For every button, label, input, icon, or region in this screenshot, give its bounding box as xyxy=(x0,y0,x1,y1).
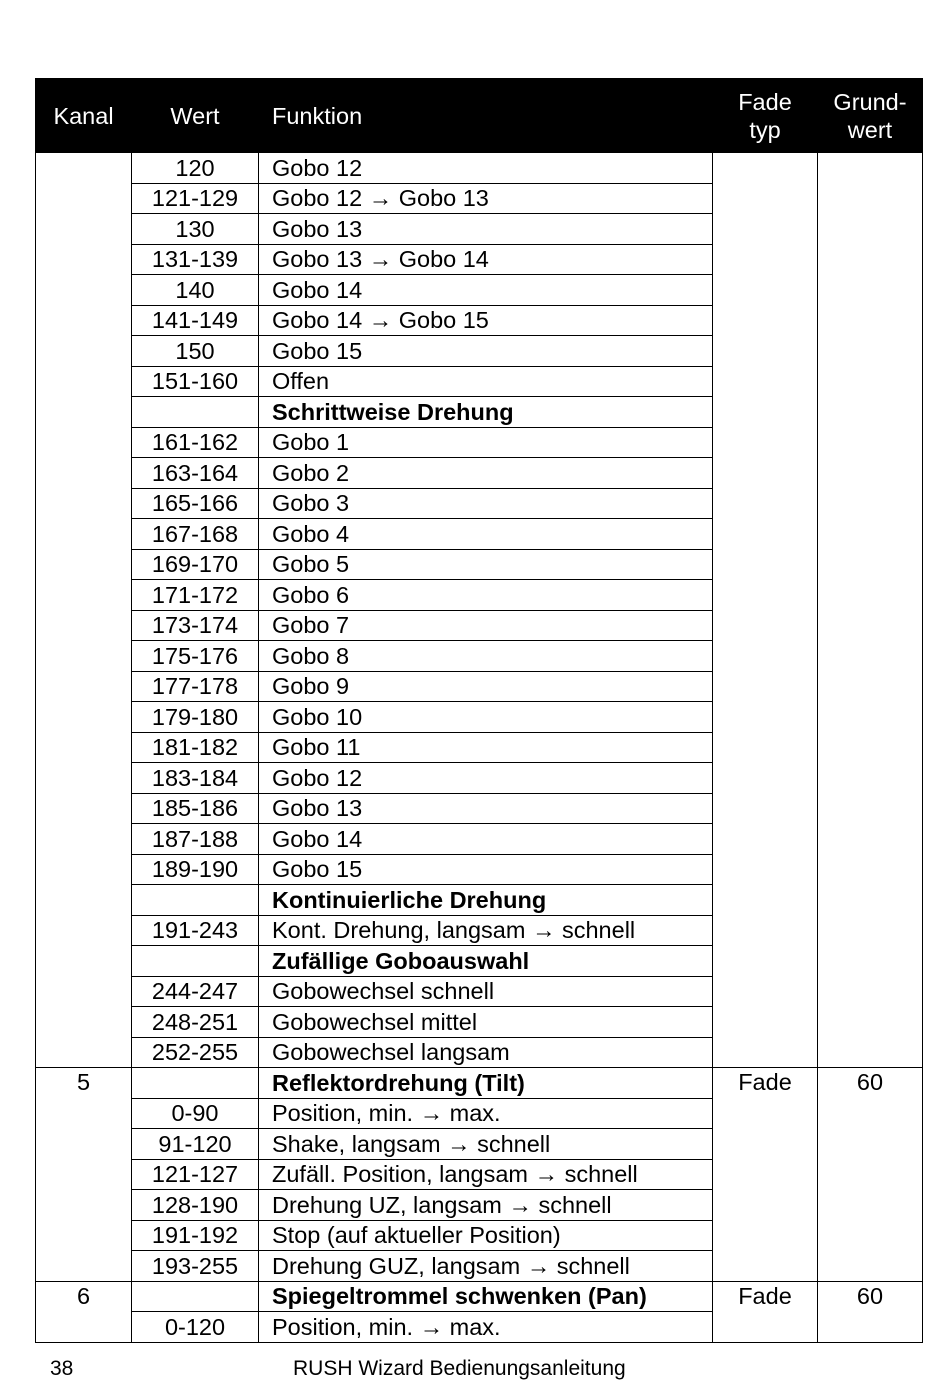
funktion-cell: Gobo 14 → Gobo 15 xyxy=(259,305,713,336)
funktion-section-heading: Spiegeltrommel schwenken (Pan) xyxy=(259,1281,713,1312)
table-row xyxy=(36,153,923,184)
funktion-cell: Position, min. → max. xyxy=(259,1312,713,1343)
funktion-cell: Offen xyxy=(259,366,713,397)
wert-cell: 187-188 xyxy=(132,824,259,855)
wert-cell: 121-129 xyxy=(132,183,259,214)
page-number: 38 xyxy=(50,1357,74,1380)
funktion-cell: Gobo 3 xyxy=(259,488,713,519)
funktion-cell: Gobo 11 xyxy=(259,732,713,763)
wert-cell: 244-247 xyxy=(132,976,259,1007)
wert-cell: 252-255 xyxy=(132,1037,259,1068)
funktion-cell: Gobo 14 xyxy=(259,824,713,855)
funktion-cell: Drehung UZ, langsam → schnell xyxy=(259,1190,713,1221)
funktion-section-heading: Reflektordrehung (Tilt) xyxy=(259,1068,713,1099)
wert-cell xyxy=(132,397,259,428)
funktion-cell: Gobo 6 xyxy=(259,580,713,611)
wert-cell: 169-170 xyxy=(132,549,259,580)
wert-cell: 91-120 xyxy=(132,1129,259,1160)
wert-cell: 131-139 xyxy=(132,244,259,275)
wert-cell: 161-162 xyxy=(132,427,259,458)
header-kanal: Kanal xyxy=(36,79,132,153)
grundwert-cell: 60 xyxy=(818,1068,923,1282)
table-header-row xyxy=(36,79,923,153)
wert-cell: 150 xyxy=(132,336,259,367)
header-grundwert xyxy=(818,79,923,153)
funktion-cell: Gobo 14 xyxy=(259,275,713,306)
funktion-cell: Gobo 8 xyxy=(259,641,713,672)
grundwert-cell xyxy=(818,153,923,1068)
table-row xyxy=(36,1068,923,1099)
funktion-cell: Stop (auf aktueller Position) xyxy=(259,1220,713,1251)
document-title: RUSH Wizard Bedienungsanleitung xyxy=(293,1357,626,1380)
wert-cell xyxy=(132,1281,259,1312)
wert-cell: 171-172 xyxy=(132,580,259,611)
fade-typ-cell: Fade xyxy=(713,1068,818,1282)
funktion-cell: Kont. Drehung, langsam → schnell xyxy=(259,915,713,946)
funktion-cell: Gobowechsel langsam xyxy=(259,1037,713,1068)
funktion-cell: Gobo 13 xyxy=(259,214,713,245)
funktion-cell: Gobo 1 xyxy=(259,427,713,458)
fade-typ-cell: Fade xyxy=(713,1281,818,1342)
wert-cell: 173-174 xyxy=(132,610,259,641)
funktion-cell: Gobo 15 xyxy=(259,854,713,885)
wert-cell: 0-120 xyxy=(132,1312,259,1343)
grundwert-cell: 60 xyxy=(818,1281,923,1342)
funktion-cell: Gobo 9 xyxy=(259,671,713,702)
wert-cell: 179-180 xyxy=(132,702,259,733)
wert-cell: 141-149 xyxy=(132,305,259,336)
funktion-cell: Gobo 13 xyxy=(259,793,713,824)
funktion-cell: Gobowechsel schnell xyxy=(259,976,713,1007)
funktion-cell: Gobowechsel mittel xyxy=(259,1007,713,1038)
header-grundwert-line2: wert xyxy=(847,116,893,143)
table-header xyxy=(36,79,923,153)
wert-cell: 191-192 xyxy=(132,1220,259,1251)
funktion-cell: Position, min. → max. xyxy=(259,1098,713,1129)
header-fade-typ xyxy=(713,79,818,153)
table-body xyxy=(36,153,923,1343)
header-fade-typ-line1: Fade xyxy=(738,88,792,115)
funktion-cell: Gobo 2 xyxy=(259,458,713,489)
kanal-cell: 6 xyxy=(36,1281,132,1342)
fade-typ-cell xyxy=(713,153,818,1068)
funktion-cell: Gobo 4 xyxy=(259,519,713,550)
header-wert: Wert xyxy=(132,79,259,153)
funktion-cell: Gobo 10 xyxy=(259,702,713,733)
wert-cell: 177-178 xyxy=(132,671,259,702)
wert-cell: 140 xyxy=(132,275,259,306)
funktion-section-heading: Zufällige Goboauswahl xyxy=(259,946,713,977)
funktion-section-heading: Schrittweise Drehung xyxy=(259,397,713,428)
wert-cell: 189-190 xyxy=(132,854,259,885)
funktion-cell: Gobo 12 xyxy=(259,153,713,184)
wert-cell: 175-176 xyxy=(132,641,259,672)
kanal-cell: 5 xyxy=(36,1068,132,1282)
header-grundwert-line1: Grund- xyxy=(833,88,907,115)
wert-cell: 193-255 xyxy=(132,1251,259,1282)
header-funktion: Funktion xyxy=(259,79,713,153)
wert-cell xyxy=(132,885,259,916)
wert-cell: 248-251 xyxy=(132,1007,259,1038)
wert-cell: 130 xyxy=(132,214,259,245)
table-row xyxy=(36,1281,923,1312)
wert-cell: 181-182 xyxy=(132,732,259,763)
funktion-cell: Zufäll. Position, langsam → schnell xyxy=(259,1159,713,1190)
wert-cell: 128-190 xyxy=(132,1190,259,1221)
funktion-cell: Shake, langsam → schnell xyxy=(259,1129,713,1160)
funktion-cell: Gobo 13 → Gobo 14 xyxy=(259,244,713,275)
wert-cell: 183-184 xyxy=(132,763,259,794)
funktion-cell: Drehung GUZ, langsam → schnell xyxy=(259,1251,713,1282)
dmx-channel-table xyxy=(35,78,923,1343)
wert-cell: 191-243 xyxy=(132,915,259,946)
wert-cell: 167-168 xyxy=(132,519,259,550)
wert-cell: 163-164 xyxy=(132,458,259,489)
wert-cell xyxy=(132,946,259,977)
wert-cell: 185-186 xyxy=(132,793,259,824)
wert-cell: 120 xyxy=(132,153,259,184)
funktion-cell: Gobo 12 → Gobo 13 xyxy=(259,183,713,214)
wert-cell: 165-166 xyxy=(132,488,259,519)
wert-cell: 0-90 xyxy=(132,1098,259,1129)
funktion-section-heading: Kontinuierliche Drehung xyxy=(259,885,713,916)
wert-cell xyxy=(132,1068,259,1099)
funktion-cell: Gobo 5 xyxy=(259,549,713,580)
header-fade-typ-line2: typ xyxy=(749,116,781,143)
wert-cell: 151-160 xyxy=(132,366,259,397)
funktion-cell: Gobo 15 xyxy=(259,336,713,367)
wert-cell: 121-127 xyxy=(132,1159,259,1190)
kanal-cell xyxy=(36,153,132,1068)
funktion-cell: Gobo 12 xyxy=(259,763,713,794)
funktion-cell: Gobo 7 xyxy=(259,610,713,641)
